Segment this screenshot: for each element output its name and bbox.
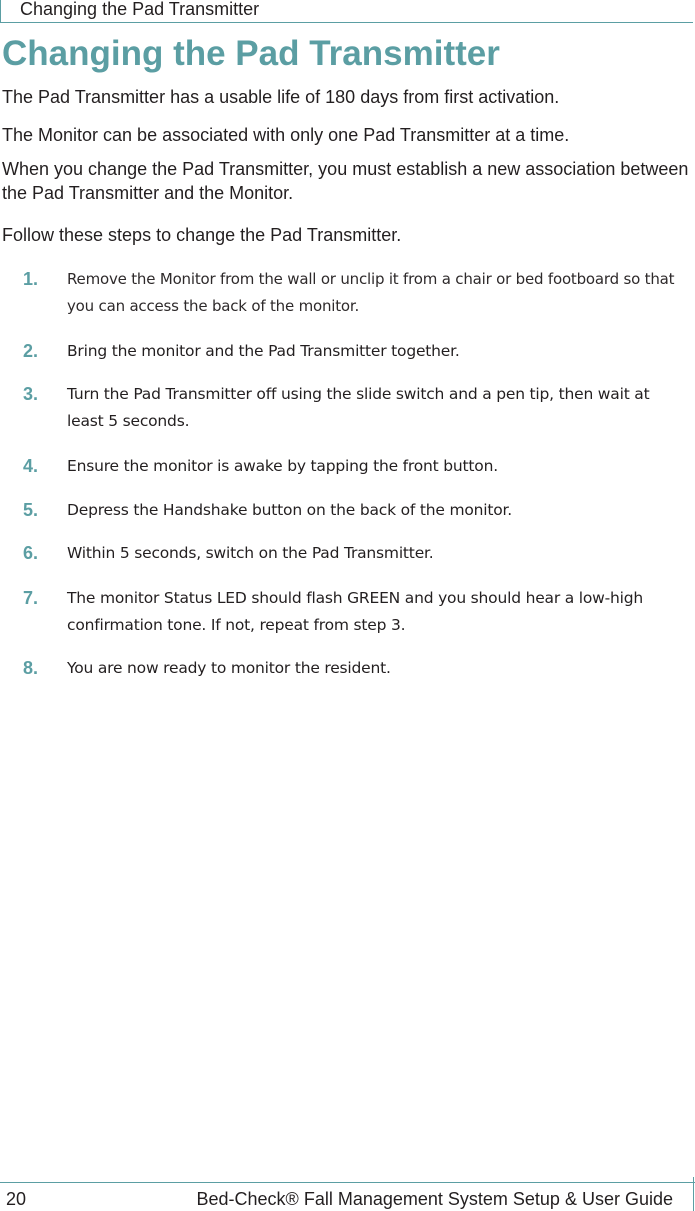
step-number: 5. <box>23 500 39 520</box>
intro-paragraph-usable-life: The Pad Transmitter has a usable life of 180 days from first activation. <box>2 87 560 107</box>
running-header <box>0 0 693 23</box>
step-text: Remove the Monitor from the wall or unclip it from a chair or bed footboard so that you can access the back of the monitor. <box>67 270 675 315</box>
page-title: Changing the Pad Transmitter <box>2 34 500 73</box>
step-text: Turn the Pad Transmitter off using the slide switch and a pen tip, then wait at least 5 seconds. <box>67 385 650 430</box>
step-text: You are now ready to monitor the resident. <box>67 659 391 677</box>
step-text: Within 5 seconds, switch on the Pad Transmitter. <box>67 544 434 562</box>
step-number: 4. <box>23 456 39 476</box>
intro-paragraph-follow-steps: Follow these steps to change the Pad Transmitter. <box>2 225 402 245</box>
step-text: Depress the Handshake button on the back of the monitor. <box>67 501 513 519</box>
intro-paragraph-association: The Monitor can be associated with only one Pad Transmitter at a time. <box>2 125 570 145</box>
step-number: 1. <box>23 269 39 289</box>
step-number: 3. <box>23 384 39 404</box>
running-header-title: Changing the Pad Transmitter <box>20 0 260 19</box>
step-text: The monitor Status LED should flash GREEN and you should hear a low-high confirmation tone. If not, repeat from step 3. <box>67 589 644 634</box>
step-text: Ensure the monitor is awake by tapping the front button. <box>67 457 498 475</box>
footer-rule <box>693 1177 694 1211</box>
book-title: Bed-Check® Fall Management System Setup & User Guide <box>196 1189 673 1209</box>
step-number: 8. <box>23 658 39 678</box>
step-number: 7. <box>23 588 39 608</box>
step-text: Bring the monitor and the Pad Transmitter together. <box>67 342 460 360</box>
step-number: 6. <box>23 543 39 563</box>
page-number: 20 <box>6 1189 27 1209</box>
step-number: 2. <box>23 341 39 361</box>
intro-paragraph-new-association: When you change the Pad Transmitter, you must establish a new association between the Pad Transmitter and the Monitor. <box>2 159 689 203</box>
